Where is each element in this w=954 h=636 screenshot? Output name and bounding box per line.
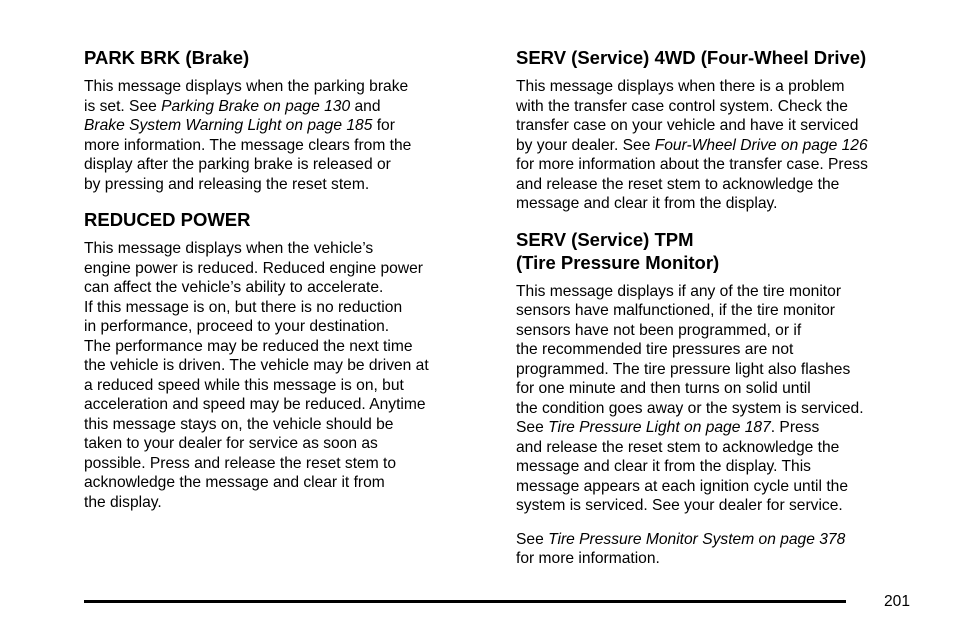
text-line: sensors have malfunctioned, if the tire monitor [516, 302, 835, 319]
reduced-power-heading: REDUCED POWER [84, 209, 251, 230]
text-line [516, 418, 920, 438]
text-line: the condition goes away or the system is serviced. [516, 399, 864, 417]
text-line: system is serviced. See your dealer for service. [516, 497, 843, 514]
serv-tpm-body [516, 282, 920, 516]
footer-rule [84, 600, 846, 603]
text-run: and [350, 97, 381, 115]
text-run: See [516, 419, 549, 436]
text-line: display after the parking brake is released or [84, 156, 391, 173]
text-line: and release the reset stem to acknowledge the [516, 175, 840, 193]
text-line: This message displays when there is a problem [516, 78, 845, 95]
cross-reference: Brake System Warning Light on page 185 [84, 117, 373, 134]
text-line: acknowledge the message and clear it from [84, 474, 385, 491]
text-line: the vehicle is driven. The vehicle may be driven at [84, 357, 429, 374]
text-line: for more information about the transfer case. Press [516, 156, 868, 173]
text-line: in performance, proceed to your destination. [84, 318, 390, 335]
text-line: engine power is reduced. Reduced engine power [84, 259, 423, 277]
park-brk-heading: PARK BRK (Brake) [84, 47, 250, 68]
text-line: This message displays when the parking brake [84, 78, 409, 95]
serv-4wd-heading: SERV (Service) 4WD (Four-Wheel Drive) [516, 47, 867, 68]
cross-reference: Four-Wheel Drive on page 126 [654, 136, 868, 154]
text-line: the recommended tire pressures are not [516, 341, 794, 358]
text-line: with the transfer case control system. Check the [516, 97, 848, 115]
text-line [516, 136, 920, 156]
text-line: a reduced speed while this message is on, but [84, 376, 404, 394]
text-run: by your dealer. See [516, 136, 655, 154]
text-line [84, 97, 486, 117]
text-line [84, 116, 486, 136]
heading-line: (Tire Pressure Monitor) [516, 251, 720, 273]
cross-reference: Tire Pressure Monitor System on page 378 [548, 530, 846, 548]
reduced-power-section [84, 208, 486, 512]
reduced-power-body [84, 239, 486, 512]
text-line: this message stays on, the vehicle should be [84, 415, 394, 433]
serv-tpm-section [516, 228, 920, 569]
text-line: message appears at each ignition cycle until the [516, 477, 848, 495]
text-line: message and clear it from the display. This [516, 458, 811, 475]
text-line: This message displays when the vehicle’s [84, 240, 374, 257]
text-line: can affect the vehicle’s ability to accelerate. [84, 279, 384, 296]
serv-4wd-section [516, 46, 920, 214]
text-line: transfer case on your vehicle and have it serviced [516, 117, 859, 134]
park-brk-body [84, 77, 486, 194]
heading-line: SERV (Service) TPM [516, 228, 694, 250]
text-line [516, 530, 920, 550]
text-line: acceleration and speed may be reduced. Anytime [84, 396, 426, 413]
text-run: for [372, 117, 395, 134]
text-line: by pressing and releasing the reset stem. [84, 175, 370, 193]
right-column [516, 46, 920, 583]
text-line: for one minute and then turns on solid until [516, 380, 811, 397]
text-line: The performance may be reduced the next time [84, 337, 413, 355]
cross-reference: Parking Brake on page 130 [161, 97, 351, 115]
cross-reference: Tire Pressure Light on page 187 [548, 419, 771, 436]
serv-tpm-heading [516, 228, 920, 274]
serv-4wd-body [516, 77, 920, 214]
text-line: This message displays if any of the tire monitor [516, 282, 842, 300]
text-run: is set. See [84, 97, 162, 115]
page-number: 201 [884, 593, 911, 610]
text-line: for more information. [516, 550, 660, 567]
text-line: and release the reset stem to acknowledge the [516, 438, 840, 456]
left-column [84, 46, 486, 526]
park-brk-section [84, 46, 486, 194]
text-line: programmed. The tire pressure light also flashes [516, 360, 851, 378]
text-line: more information. The message clears from the [84, 136, 412, 154]
text-run: . Press [770, 419, 820, 436]
text-line: possible. Press and release the reset stem to [84, 454, 397, 472]
text-line: message and clear it from the display. [516, 195, 778, 212]
text-line: If this message is on, but there is no reduction [84, 298, 403, 316]
text-run: See [516, 530, 549, 548]
text-line: the display. [84, 493, 162, 511]
serv-tpm-see-also [516, 530, 920, 569]
text-line: taken to your dealer for service as soon as [84, 435, 378, 452]
text-line: sensors have not been programmed, or if [516, 321, 802, 339]
